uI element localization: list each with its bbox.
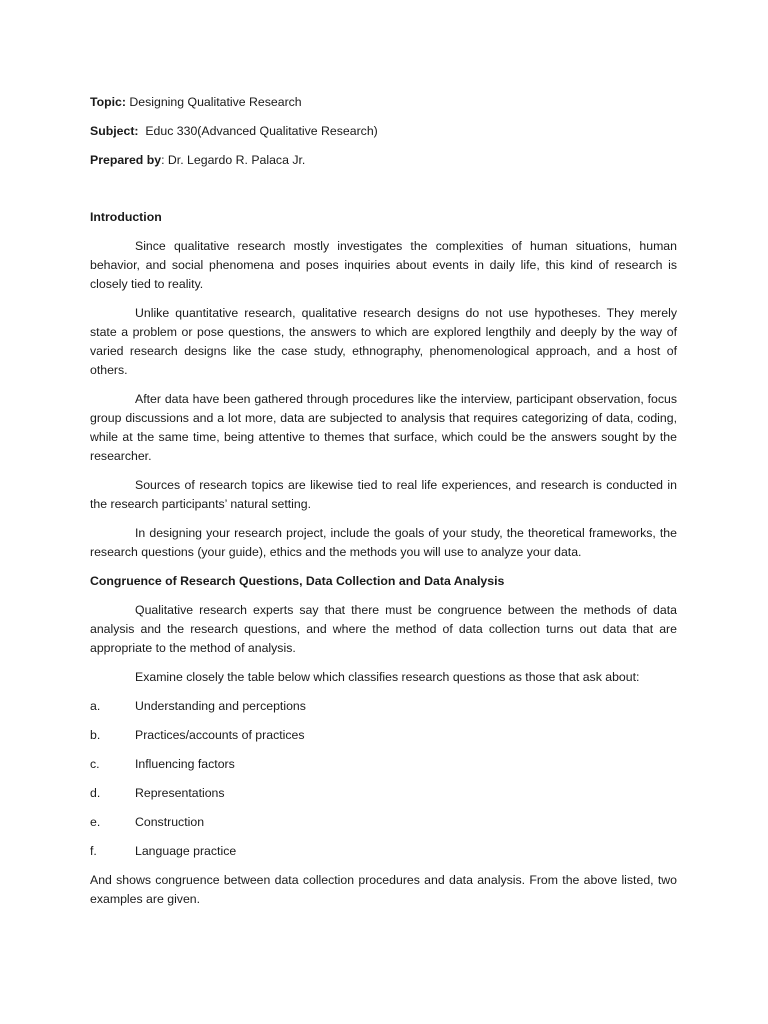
intro-paragraph-2: Unlike quantitative research, qualitative research designs do not use hypotheses. They merely state a problem or pose questions, the answers to which are explored lengthily and deeply by the way of varied research designs like the case study, ethnography, phenomenological approach, and a host of others. (90, 306, 677, 377)
topic-line (90, 93, 677, 112)
list-marker: a. (90, 699, 101, 713)
question-types-list (90, 697, 677, 861)
list-marker: c. (90, 757, 100, 771)
list-item-text: Language practice (135, 844, 237, 858)
list-item (90, 842, 677, 861)
list-item (90, 784, 677, 803)
congruence-paragraph-2: Examine closely the table below which classifies research questions as those that ask about: (135, 670, 640, 684)
list-item (90, 726, 677, 745)
subject-line (90, 122, 677, 141)
topic-value: Designing Qualitative Research (125, 95, 302, 109)
list-item-text: Understanding and perceptions (135, 699, 306, 713)
list-marker: d. (90, 786, 101, 800)
list-marker: e. (90, 815, 101, 829)
document-body (90, 93, 677, 919)
intro-paragraph-4: Sources of research topics are likewise tied to real life experiences, and research is conducted in the research participants’ natural setting. (90, 478, 677, 511)
list-item-text: Practices/accounts of practices (135, 728, 305, 742)
list-item (90, 813, 677, 832)
subject-label: Subject: (90, 124, 139, 138)
list-item-text: Representations (135, 786, 225, 800)
congruence-heading: Congruence of Research Questions, Data Collection and Data Analysis (90, 574, 505, 588)
list-item (90, 755, 677, 774)
intro-paragraph-1: Since qualitative research mostly investigates the complexities of human situations, human behavior, and social phenomena and poses inquiries about events in daily life, this kind of research is closely tied to reality. (90, 239, 677, 291)
closing-paragraph: And shows congruence between data collection procedures and data analysis. From the above listed, two examples are given. (90, 873, 677, 906)
list-item-text: Construction (135, 815, 205, 829)
list-marker: f. (90, 844, 97, 858)
list-item (90, 697, 677, 716)
list-marker: b. (90, 728, 101, 742)
introduction-heading: Introduction (90, 210, 162, 224)
prepared-by-label: Prepared by (90, 153, 162, 167)
intro-paragraph-3: After data have been gathered through procedures like the interview, participant observation, focus group discussions and a lot more, data are subjected to analysis that requires categorizing of data, coding, while at the same time, being attentive to themes that surface, which could be the answers sought by the researcher. (90, 392, 677, 463)
congruence-paragraph-1: Qualitative research experts say that there must be congruence between the methods of data analysis and the research questions, and where the method of data collection turns out data that are appropriate to the method of analysis. (90, 603, 677, 655)
subject-value: Educ 330(Advanced Qualitative Research) (138, 124, 378, 138)
intro-paragraph-5: In designing your research project, include the goals of your study, the theoretical frameworks, the research questions (your guide), ethics and the methods you will use to analyze your data. (90, 526, 677, 559)
prepared-by-value: : Dr. Legardo R. Palaca Jr. (161, 153, 306, 167)
prepared-by-line (90, 151, 677, 170)
topic-label: Topic: (90, 95, 126, 109)
list-item-text: Influencing factors (135, 757, 235, 771)
